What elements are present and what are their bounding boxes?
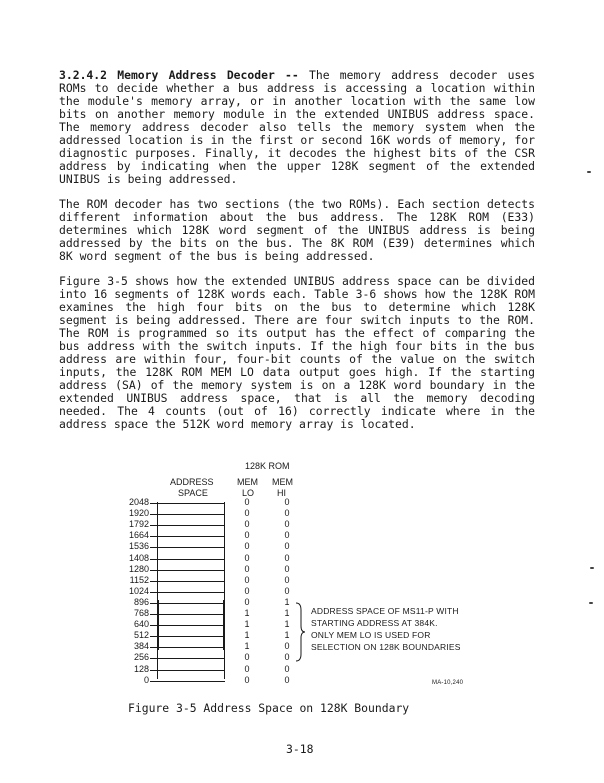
mem-hi-bit: 0: [284, 674, 290, 685]
drawing-id: MA-10,240: [432, 680, 464, 686]
margin-mark: [590, 567, 594, 569]
address-value: 384: [133, 641, 149, 652]
mem-lo-bit: 0: [244, 596, 250, 607]
mem-lo-bit: 0: [244, 663, 250, 674]
mem-hi-bit: 0: [284, 508, 290, 519]
paragraph-3: Figure 3-5 shows how the extended UNIBUS address space can be divided into 16 segments of 128K words each. Table 3-6 shows how the 128K ROM examines the high four bits on the bus to determine which 128K segment is being addressed. There are four switch inputs to the ROM. The ROM is programmed so its output has the effect of comparing the bus address with the switch inputs. If the high four bits in the bus address are within four, four-bit counts of the value on the switch inputs, the 128K ROM MEM LO data output goes high. If the starting address (SA) of the memory system is on a 128K word boundary in the extended UNIBUS address space, that is all the memory decoding needed. The 4 counts (out of 16) correctly indicate where in the address space the 512K word memory array is located.: [59, 274, 535, 431]
segment-boundary-line: [150, 658, 225, 659]
mem-hi-bit: 1: [284, 596, 290, 607]
mem-lo-bit: 0: [244, 541, 250, 552]
figure-caption: Figure 3-5 Address Space on 128K Boundary: [128, 701, 410, 715]
mem-lo-bit: 0: [244, 530, 250, 541]
page-number: 3-18: [286, 742, 314, 756]
mem-hi-bit: 1: [284, 630, 290, 641]
address-value: 2048: [128, 497, 149, 507]
mem-lo-bit: 1: [244, 641, 250, 652]
col-address-label: ADDRESS: [170, 477, 214, 487]
segment-boundary-line: [150, 514, 225, 515]
paragraph-1-body: The memory address decoder uses ROMs to decide whether a bus address is accessing a location within the module's memory array, or in another location with the same low bits on another memory module in the extended UNIBUS address space. The memory address decoder also tells the memory system when the addressed location is in the first or second 16K words of memory, for diagnostic purposes. Finally, it decodes the highest bits of the CSR address by indicating when the upper 128K segment of the extended UNIBUS is being addressed.: [59, 68, 536, 186]
mem-hi-bit: 0: [284, 497, 290, 507]
mem-lo-bit: 0: [244, 552, 250, 563]
col-memlo-label-2: LO: [242, 488, 255, 498]
col-memhi-label-1: MEM: [272, 477, 293, 487]
mem-hi-bit: 0: [284, 530, 290, 541]
address-value: 1280: [128, 563, 149, 574]
mem-lo-bit: 1: [244, 630, 250, 641]
note-line-3: ONLY MEM LO IS USED FOR: [311, 630, 431, 640]
section-number: 3.2.4.2: [59, 68, 108, 82]
address-value: 256: [133, 652, 149, 663]
segment-boundary-line: [150, 547, 225, 548]
segment-boundary-line: [150, 592, 225, 593]
mem-lo-bit: 0: [244, 585, 250, 596]
address-value: 768: [133, 608, 149, 618]
col-space-label: SPACE: [178, 488, 208, 498]
address-value: 1024: [128, 585, 149, 596]
mem-hi-bit: 0: [284, 552, 290, 563]
address-value: 1408: [128, 552, 149, 563]
margin-mark: [587, 171, 591, 173]
mem-lo-bit: 0: [244, 574, 250, 585]
mem-hi-bit: 0: [284, 652, 290, 663]
section-title: Memory Address Decoder --: [117, 68, 299, 82]
mem-lo-bit: 0: [244, 652, 250, 663]
note-line-1: ADDRESS SPACE OF MS11-P WITH: [311, 606, 459, 616]
rom-title: 128K ROM: [245, 461, 290, 471]
address-value: 1536: [128, 541, 149, 552]
address-space-right-edge: [224, 502, 225, 679]
mem-lo-bit: 0: [244, 674, 250, 685]
address-value: 896: [133, 596, 149, 607]
segment-boundary-line: [150, 536, 225, 537]
mem-hi-bit: 0: [284, 519, 290, 530]
address-value: 640: [133, 619, 149, 630]
mem-hi-bit: 1: [284, 619, 290, 630]
mem-hi-bit: 0: [284, 574, 290, 585]
mem-lo-bit: 1: [244, 619, 250, 630]
address-value: 512: [133, 630, 149, 641]
mem-hi-bit: 0: [284, 585, 290, 596]
address-value: 1664: [128, 530, 149, 541]
address-value: 128: [133, 663, 149, 674]
paragraph-2: The ROM decoder has two sections (the two ROMs). Each section detects different information about the bus address. The 128K ROM (E33) determines which 128K word segment of the UNIBUS address is being addressed by the bits on the bus. The 8K ROM (E39) determines which 8K word segment of the bus is being addressed.: [59, 197, 535, 263]
mem-hi-bit: 1: [284, 608, 290, 618]
mem-hi-bit: 0: [284, 641, 290, 652]
address-value: 0: [143, 674, 149, 685]
segment-boundary-line: [150, 670, 225, 671]
segment-boundary-line: [150, 681, 225, 682]
col-memhi-label-2: HI: [277, 488, 286, 498]
mem-lo-bit: 1: [244, 608, 250, 618]
mem-hi-bit: 0: [284, 563, 290, 574]
segment-boundary-line: [150, 570, 225, 571]
mem-hi-bit: 0: [284, 663, 290, 674]
note-line-2: STARTING ADDRESS AT 384K.: [311, 618, 438, 628]
segment-boundary-line: [150, 525, 225, 526]
mem-lo-bit: 0: [244, 497, 250, 507]
address-value: 1152: [129, 574, 149, 585]
mem-lo-bit: 0: [244, 563, 250, 574]
address-value: 1792: [128, 519, 149, 530]
address-value: 1920: [128, 508, 149, 519]
segment-boundary-line: [150, 503, 225, 504]
memory-array-box: [158, 600, 224, 650]
bracket-icon: [293, 602, 307, 662]
mem-hi-bit: 0: [284, 541, 290, 552]
col-memlo-label-1: MEM: [237, 477, 258, 487]
mem-lo-bit: 0: [244, 508, 250, 519]
note-line-4: SELECTION ON 128K BOUNDARIES: [311, 642, 461, 652]
segment-boundary-line: [150, 581, 225, 582]
address-space-left-edge: [157, 502, 158, 679]
margin-mark: [589, 602, 593, 604]
mem-lo-bit: 0: [244, 519, 250, 530]
segment-boundary-line: [150, 559, 225, 560]
